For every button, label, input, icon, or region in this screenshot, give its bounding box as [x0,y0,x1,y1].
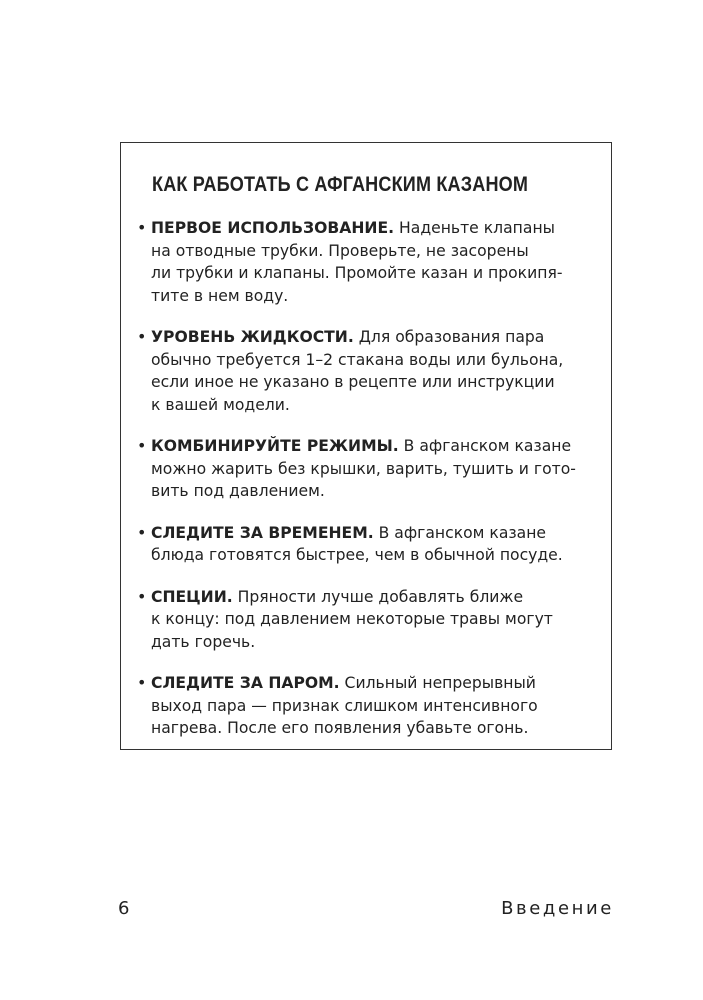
tip-line: если иное не указано в рецепте или инструкции [151,372,555,391]
bullet-marker: • [137,218,147,237]
tip-line: вить под давлением. [151,481,325,500]
tip-line [151,672,582,695]
page-number: 6 [118,898,130,919]
tip-text: Сильный непрерывный [339,673,536,692]
tip-first-use [121,217,611,307]
tip-line: тите в нем воду. [151,285,289,305]
tip-line: можно жарить без крышки, варить, тушить и гото- [151,458,576,478]
bullet-marker: • [137,586,147,606]
bullet-marker: • [137,327,147,346]
tip-lead: СЛЕДИТЕ ЗА ВРЕМЕНЕМ. [151,522,374,542]
tip-liquid-level [121,326,611,416]
tip-text: Наденьте клапаны [394,218,555,237]
tip-line: блюда готовятся быстрее, чем в обычной посуде. [151,545,563,564]
tip-line [151,435,582,458]
tip-watch-time [121,522,611,567]
tips-box [120,142,612,750]
tip-line: нагрева. После его появления убавьте огонь. [151,718,529,737]
tip-line [151,217,582,240]
running-head: Введение [501,898,614,919]
bullet-marker: • [137,522,147,542]
tip-lead: СЛЕДИТЕ ЗА ПАРОМ. [151,673,340,692]
tip-lead: КОМБИНИРУЙТЕ РЕЖИМЫ. [151,436,399,455]
tip-line: ли трубки и клапаны. Промойте казан и прокипя- [151,263,563,282]
tips-list [121,217,611,759]
tip-line: к концу: под давлением некоторые травы могут [151,609,553,628]
tip-line: к вашей модели. [151,394,290,414]
bullet-marker: • [137,436,147,455]
tip-text: Для образования пара [353,327,545,346]
tip-text: Пряности лучше добавлять ближе [232,586,524,606]
tip-line: на отводные трубки. Проверьте, не засорены [151,240,529,260]
tip-watch-steam [121,672,611,740]
tip-lead: ПЕРВОЕ ИСПОЛЬЗОВАНИЕ. [151,218,395,237]
tip-line [151,522,582,545]
tip-line [151,326,582,349]
box-title: КАК РАБОТАТЬ С АФГАНСКИМ КАЗАНОМ [152,173,529,196]
tip-line: обычно требуется 1–2 стакана воды или бульона, [151,349,564,369]
tip-line: выход пара — признак слишком интенсивного [151,695,538,715]
bullet-marker: • [137,673,147,692]
tip-combine-modes [121,435,611,503]
tip-text: В афганском казане [398,436,572,455]
tip-lead: СПЕЦИИ. [151,586,233,606]
tip-line [151,586,582,609]
tip-text: В афганском казане [373,522,547,542]
tip-lead: УРОВЕНЬ ЖИДКОСТИ. [151,327,354,346]
tip-line: дать горечь. [151,631,256,651]
tip-spices [121,586,611,654]
